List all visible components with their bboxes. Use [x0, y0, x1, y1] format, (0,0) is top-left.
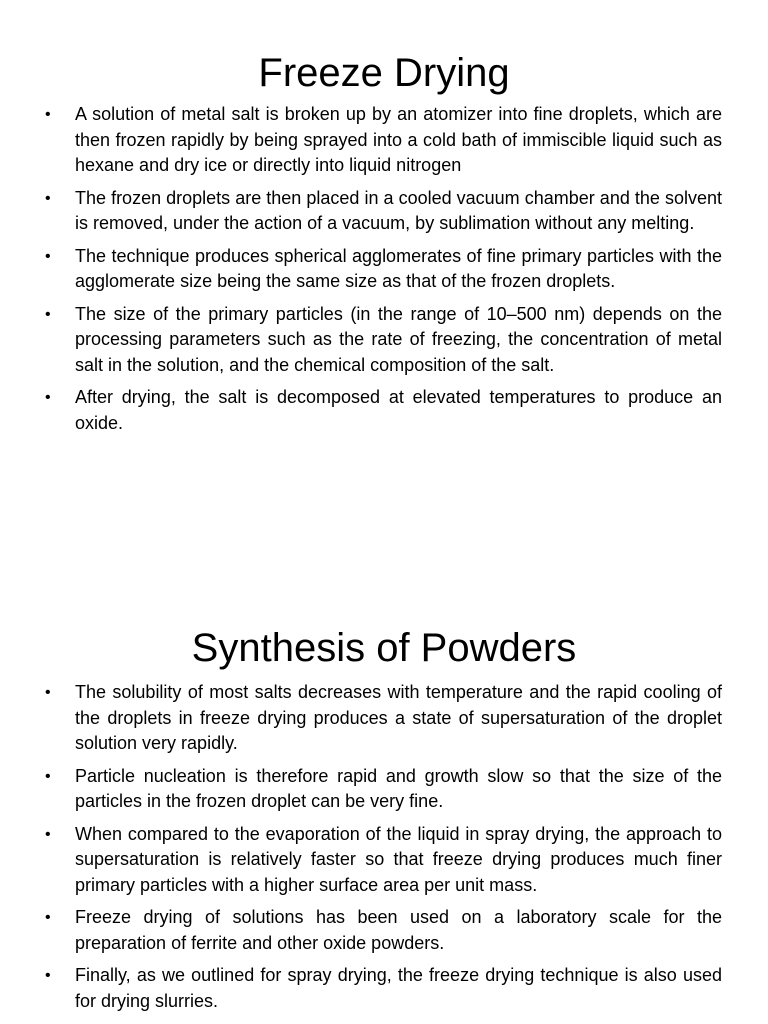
bullet-text: The solubility of most salts decreases with temperature and the rapid cooling of the droplets in freeze drying produces a state of supersaturation of the droplet solution very rapidly. [75, 682, 722, 753]
bullet-text: The size of the primary particles (in the range of 10–500 nm) depends on the processing parameters such as the rate of freezing, the concentration of metal salt in the solution, and the chemical composition of the salt. [75, 303, 722, 375]
bullet-text: Freeze drying of solutions has been used on a laboratory scale for the preparation of ferrite and other oxide powders. [75, 907, 722, 953]
bullet-item [0, 102, 768, 179]
bullet-text: A solution of metal salt is broken up by an atomizer into fine droplets, which are then frozen rapidly by being sprayed into a cold bath of immiscible liquid such as hexane and dry ice or directly into liquid nitrogen [75, 104, 722, 175]
bullet-text: After drying, the salt is decomposed at elevated temperatures to produce an oxide. [75, 387, 722, 433]
bullet-text: Particle nucleation is therefore rapid and growth slow so that the size of the particles in the frozen droplet can be very fine. [75, 765, 722, 811]
bullet-dot: • [45, 967, 51, 984]
bullet-dot: • [45, 767, 51, 785]
slide-freeze-drying [0, 0, 768, 510]
bullet-dot: • [45, 247, 51, 265]
bullet-dot: • [45, 106, 51, 123]
bullet-item [0, 186, 768, 237]
bullet-text: Finally, as we outlined for spray drying, the freeze drying technique is also used for drying slurries. [75, 965, 722, 1011]
bullet-item [0, 302, 768, 379]
slide-synthesis-of-powders [0, 578, 768, 1024]
bullet-dot: • [45, 305, 51, 323]
bullet-item [0, 385, 768, 436]
bullet-list [0, 680, 768, 1014]
bullet-item [0, 680, 768, 757]
bullet-item [0, 764, 768, 815]
bullet-dot: • [45, 909, 51, 926]
bullet-dot: • [45, 825, 51, 843]
slide-title: Freeze Drying [258, 51, 510, 95]
bullet-list [0, 102, 768, 436]
bullet-dot: • [45, 684, 51, 701]
slide-title: Synthesis of Powders [191, 626, 577, 670]
bullet-dot: • [45, 189, 51, 207]
bullet-text: The frozen droplets are then placed in a cooled vacuum chamber and the solvent is removed, under the action of a vacuum, by sublimation without any melting. [75, 187, 722, 233]
bullet-item [0, 905, 768, 956]
bullet-text: When compared to the evaporation of the liquid in spray drying, the approach to supersaturation is relatively faster so that freeze drying produces much finer primary particles with a higher surface area per unit mass. [75, 823, 722, 895]
bullet-item [0, 963, 768, 1014]
bullet-item [0, 822, 768, 899]
bullet-item [0, 244, 768, 295]
bullet-text: The technique produces spherical agglomerates of fine primary particles with the agglomerate size being the same size as that of the frozen droplets. [75, 245, 722, 291]
bullet-dot: • [45, 389, 51, 406]
